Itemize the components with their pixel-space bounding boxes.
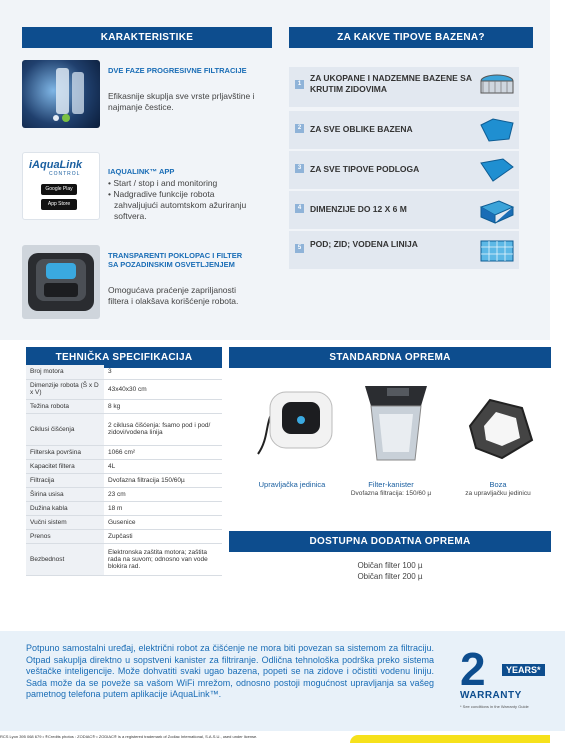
warranty-badge (452, 643, 552, 712)
spec-key: Kapacitet filtera (26, 459, 104, 473)
iaqualink-logo: iAquaLink CONTROL Google Play App Store (22, 152, 100, 220)
feature-text: Omogućava praćenje zapriljanosti filtera i olakšava korišćenje robota. (108, 285, 239, 306)
tech-spec-header: TEHNIČKA SPECIFIKACIJA (26, 347, 222, 368)
spec-key: Težina robota (26, 399, 104, 413)
spec-value: 2 ciklusa čišćenja: fsamo pod i pod/ zidovi/vodena linija (104, 413, 222, 445)
pool-shape-icon (479, 115, 515, 145)
spec-key: Filtracija (26, 473, 104, 487)
spec-value: Zupčasti (104, 529, 222, 543)
spec-key: Vučni sistem (26, 515, 104, 529)
feature-title: DVE FAZE PROGRESIVNE FILTRACIJE (108, 66, 247, 75)
spec-key: Ciklusi čišćenja (26, 413, 104, 445)
spec-value: 3 (104, 365, 222, 379)
spec-value: 18 m (104, 501, 222, 515)
warranty-word: WARRANTY (460, 690, 522, 701)
yellow-accent-bar (350, 735, 550, 743)
feature-app (22, 152, 272, 227)
spec-row (26, 529, 222, 543)
spec-row (26, 379, 222, 399)
optional-equipment-header: DOSTUPNA DODATNA OPREMA (229, 531, 551, 552)
control-unit-image (252, 384, 338, 464)
spec-key: Broj motora (26, 365, 104, 379)
feature-text: Efikasnije skuplja sve vrste prljavštine i najmanje čestice. (108, 91, 255, 112)
caddy-label: Boza za upravljačku jedinicu (465, 480, 531, 497)
google-play-badge[interactable]: Google Play (41, 184, 77, 195)
spec-row (26, 399, 222, 413)
spec-value: Elektronska zaštita motora; zaštita rada na suvom; odnosno van vode blokira rad. (104, 543, 222, 575)
feature-title: TRANSPARENTI POKLOPAC I FILTER SA POZADINSKIM OSVETLJENJEM (108, 251, 243, 269)
spec-key: Prenos (26, 529, 104, 543)
footer-legal: RCS Lyon 395 068 679 • ®Credits photos : ZODIAC® • ZODIAC® is a registered trademark of Zodiac International, S.A.S.U., used under license. (0, 734, 258, 739)
description-text: Potpuno samostalni uređaj, električni robot za čišćenje ne mora biti povezan sa sistemom za filtraciju. Otpad sakuplja direktno u sopstveni kanister za filtriranje. Odlična tehnološka podrška preko sistema veštačke inteligencije. Može dohvatiti svaki ugao bazena, popeti se na zidove i očistiti vodenu liniju. Sada može da se poveže sa vašom WiFi mrežom, odnosno postoji mogućnost upravljanja sa vašeg pametnog telefona putem aplikacije iAquaLink™. (26, 643, 434, 699)
pool-type-row: 3 ZA SVE TIPOVE PODLOGA (289, 151, 519, 189)
spec-value: 1066 cm² (104, 445, 222, 459)
pool-dimensions-icon (479, 195, 515, 225)
spec-key: Dimenzije robota (Š x D x V) (26, 379, 104, 399)
feature-filtration (22, 60, 272, 132)
pool-types-header: ZA KAKVE TIPOVE BAZENA? (289, 27, 533, 48)
spec-value: 43x40x30 cm (104, 379, 222, 399)
spec-key: Bezbednost (26, 543, 104, 575)
spec-value: 23 cm (104, 487, 222, 501)
filter-canister-label: Filter-kanister Dvofazna filtracija: 150/60 µ (350, 480, 432, 497)
filter-canister-image (357, 378, 437, 470)
spec-value: Dvofazna filtracija 150/60µ (104, 473, 222, 487)
spec-value: 4L (104, 459, 222, 473)
filter-icon (22, 60, 100, 128)
warranty-years: YEARS* (502, 664, 545, 676)
spec-row (26, 543, 222, 575)
caddy-image (456, 390, 542, 466)
spec-row (26, 473, 222, 487)
optional-item: Običan filter 100 µ (357, 561, 423, 570)
feature-cover (22, 245, 272, 325)
pool-type-row: 4 DIMENZIJE DO 12 X 6 M (289, 191, 519, 229)
pool-type-row: 2 ZA SVE OBLIKE BAZENA (289, 111, 519, 149)
pool-lines-icon (479, 235, 515, 265)
robot-top-icon (22, 245, 100, 319)
warranty-note: * See conditions in the Warranty Guide (460, 704, 529, 709)
pool-type-row: 5 POD; ZID; VODENA LINIJA (289, 231, 519, 269)
feature-title: IAQUALINK™ APP (108, 167, 175, 176)
spec-table (26, 365, 222, 576)
spec-row (26, 501, 222, 515)
spec-key: Filterska površina (26, 445, 104, 459)
standard-equipment-header: STANDARDNA OPREMA (229, 347, 551, 368)
warranty-number: 2 (460, 643, 486, 695)
spec-key: Dužina kabla (26, 501, 104, 515)
spec-row (26, 365, 222, 379)
feature-bullets: • Start / stop i and monitoring • Nadgradive funkcije robota zahvaljujući automtskom ažuriranju softvera. (108, 178, 247, 221)
pool-floor-icon (479, 155, 515, 185)
control-unit-label: Upravljačka jedinica (258, 480, 326, 489)
features-header: KARAKTERISTIKE (22, 27, 272, 48)
spec-row (26, 515, 222, 529)
spec-row (26, 487, 222, 501)
app-store-badge[interactable]: App Store (41, 199, 77, 210)
spec-row (26, 445, 222, 459)
spec-row (26, 459, 222, 473)
pool-type-row: 1 ZA UKOPANE I NADZEMNE BAZENE SA KRUTIM ZIDOVIMA (289, 67, 519, 107)
above-ground-pool-icon (479, 71, 515, 101)
spec-value: Gusenice (104, 515, 222, 529)
spec-key: Širina usisa (26, 487, 104, 501)
spec-row (26, 413, 222, 445)
optional-item: Običan filter 200 µ (357, 572, 423, 581)
spec-value: 8 kg (104, 399, 222, 413)
